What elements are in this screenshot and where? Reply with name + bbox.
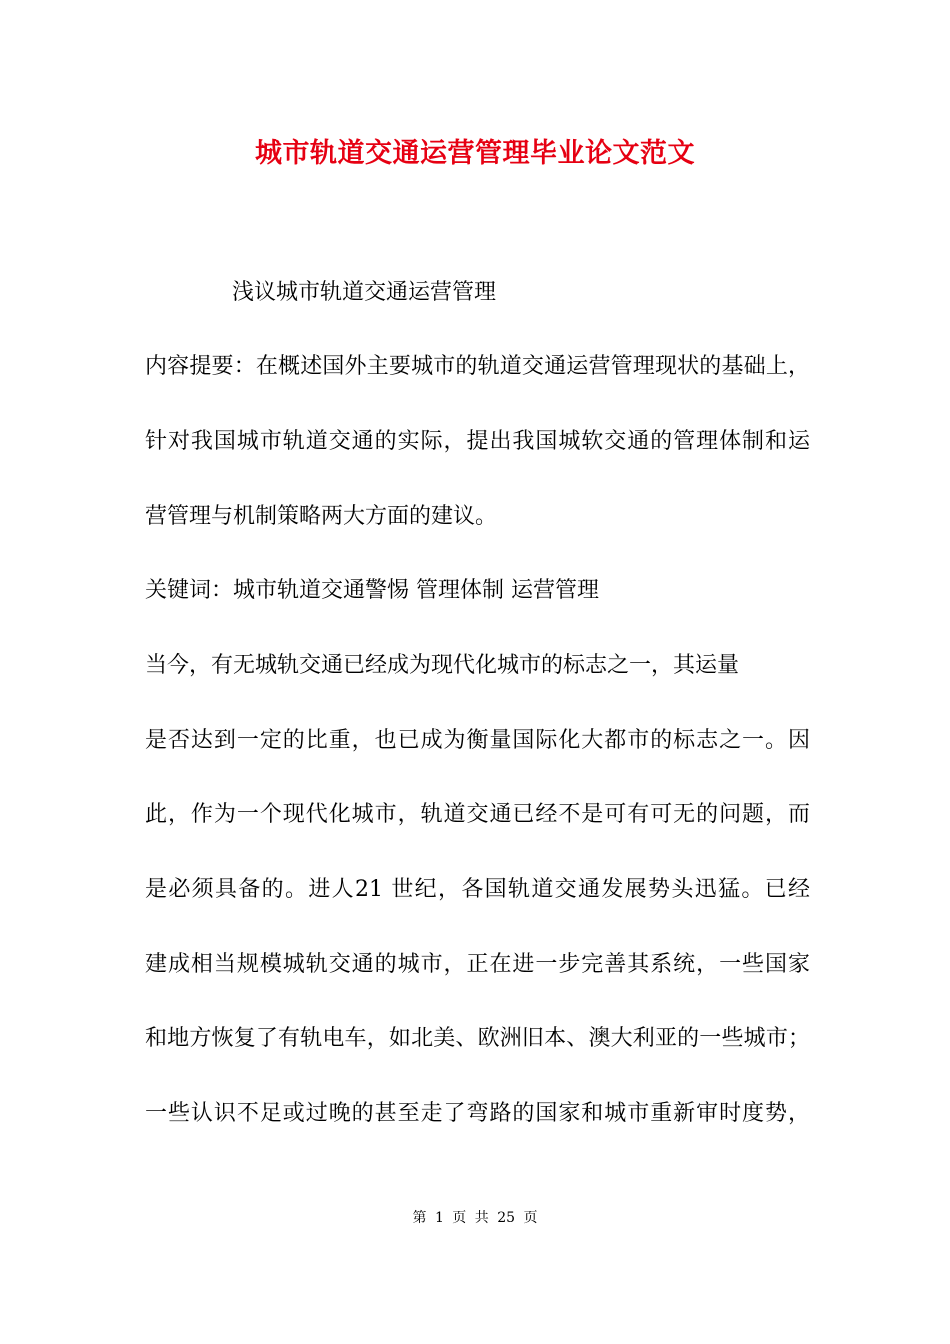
body-line-1: 内容提要：在概述国外主要城市的轨道交通运营管理现状的基础上，: [145, 354, 810, 379]
keywords-line: 关键词：城市轨道交通警惕 管理体制 运营管理: [145, 578, 599, 603]
body-line-11: 一些认识不足或过晚的甚至走了弯路的国家和城市重新审时度势，: [145, 1101, 810, 1126]
body-line-9: 建成相当规模城轨交通的城市，正在进一步完善其系统，一些国家: [145, 952, 810, 977]
document-title: 城市轨道交通运营管理毕业论文范文: [255, 138, 695, 169]
page-number-footer: 第 1 页 共 25 页: [412, 1210, 538, 1226]
subtitle: 浅议城市轨道交通运营管理: [232, 280, 497, 305]
body-line-7: 此，作为一个现代化城市，轨道交通已经不是可有可无的问题，而: [145, 802, 810, 827]
body-line-5: 当今，有无城轨交通已经成为现代化城市的标志之一，其运量: [145, 653, 740, 678]
body-line-8: 是必须具备的。进人21 世纪，各国轨道交通发展势头迅猛。已经: [145, 877, 810, 902]
body-line-10: 和地方恢复了有轨电车，如北美、欧洲旧本、澳大利亚的一些城市；: [145, 1026, 810, 1051]
body-line-2: 针对我国城市轨道交通的实际，提出我国城软交通的管理体制和运: [145, 429, 810, 454]
body-line-6: 是否达到一定的比重，也已成为衡量国际化大都市的标志之一。因: [145, 728, 810, 753]
body-line-3: 营管理与机制策略两大方面的建议。: [145, 504, 498, 529]
